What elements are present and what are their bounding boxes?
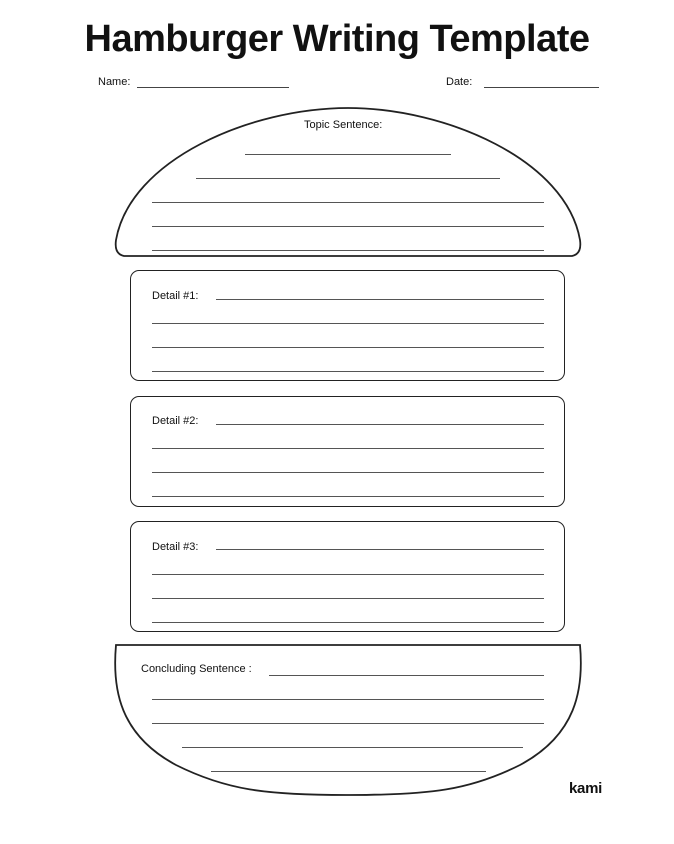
concluding-line[interactable] — [211, 771, 486, 772]
topic-line[interactable] — [196, 178, 500, 179]
detail-1-line[interactable] — [216, 299, 544, 300]
concluding-line[interactable] — [152, 699, 544, 700]
detail-2-line[interactable] — [152, 496, 544, 497]
detail-3-label: Detail #3: — [152, 541, 199, 553]
detail-3-line[interactable] — [152, 622, 544, 623]
topic-sentence-label: Topic Sentence: — [304, 119, 383, 131]
detail-1-box — [130, 270, 565, 381]
kami-logo: kami — [569, 780, 602, 797]
concluding-line[interactable] — [182, 747, 523, 748]
topic-line[interactable] — [152, 202, 544, 203]
detail-2-box — [130, 396, 565, 507]
detail-1-line[interactable] — [152, 371, 544, 372]
detail-2-line[interactable] — [216, 424, 544, 425]
detail-1-line[interactable] — [152, 347, 544, 348]
detail-3-line[interactable] — [152, 574, 544, 575]
detail-3-box — [130, 521, 565, 632]
topic-line[interactable] — [152, 226, 544, 227]
concluding-line[interactable] — [269, 675, 544, 676]
page-title: Hamburger Writing Template — [84, 18, 590, 60]
date-label: Date: — [446, 76, 473, 88]
detail-2-label: Detail #2: — [152, 415, 199, 427]
topic-line[interactable] — [245, 154, 451, 155]
concluding-sentence-label: Concluding Sentence : — [141, 663, 252, 675]
detail-3-line[interactable] — [216, 549, 544, 550]
detail-1-label: Detail #1: — [152, 290, 199, 302]
detail-2-line[interactable] — [152, 448, 544, 449]
detail-1-line[interactable] — [152, 323, 544, 324]
concluding-line[interactable] — [152, 723, 544, 724]
detail-2-line[interactable] — [152, 472, 544, 473]
topic-line[interactable] — [152, 250, 544, 251]
name-label: Name: — [98, 76, 131, 88]
detail-3-line[interactable] — [152, 598, 544, 599]
